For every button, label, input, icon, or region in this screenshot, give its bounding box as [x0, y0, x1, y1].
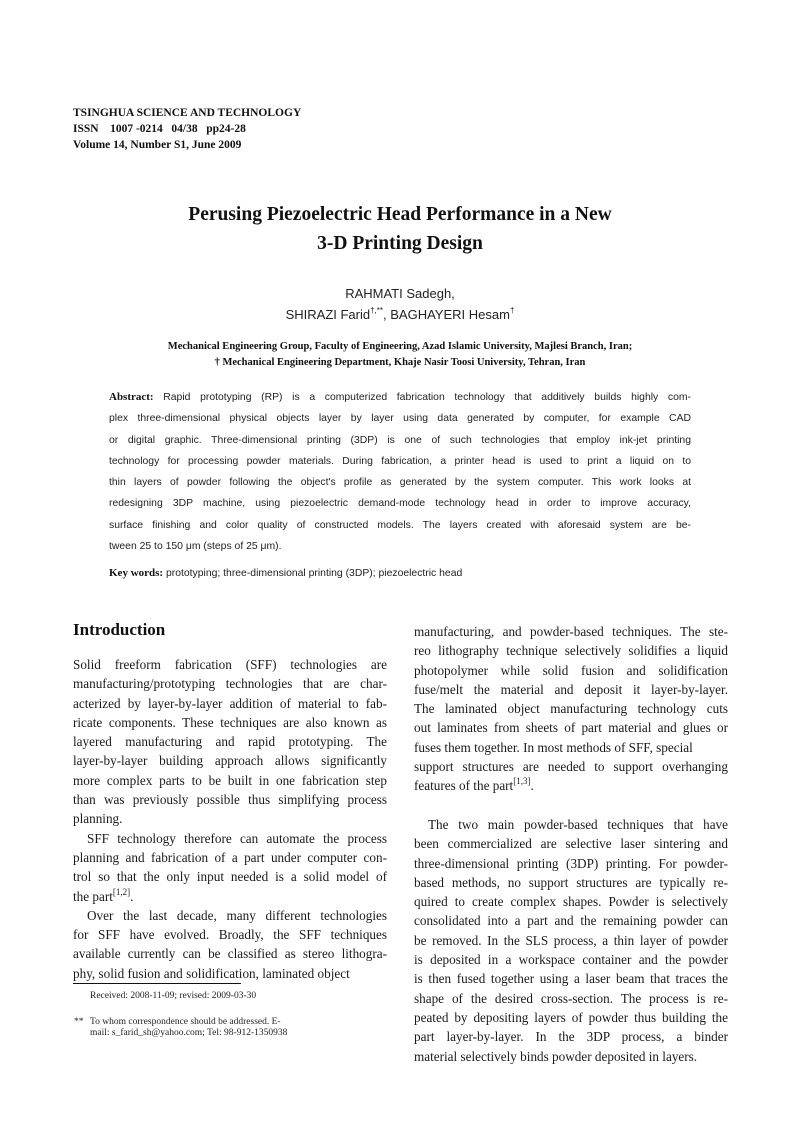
body-line: layer-by-layer building approach allows significantly: [73, 753, 387, 769]
keywords-label: Key words:: [109, 567, 164, 579]
journal-header: [73, 105, 301, 153]
journal-volume: Volume 14, Number S1, June 2009: [73, 139, 242, 151]
body-line: planning.: [73, 811, 123, 827]
body-line: trol so that the only input needed is a solid model of: [73, 869, 387, 885]
body-line: SFF technology therefore can automate the process: [87, 830, 387, 846]
body-line: three-dimensional printing (3DP) printing. For powder-: [414, 855, 728, 871]
body-line: The two main powder-based techniques that have: [428, 816, 728, 832]
body-line: be removed. In the SLS process, a thin layer of powder: [414, 932, 728, 948]
body-line: Solid freeform fabrication (SFF) technologies are: [73, 657, 387, 672]
body-line: manufacturing, and powder-based techniques. The ste-: [414, 624, 728, 639]
body-line: fuse/melt the material and deposit it layer-by-layer.: [414, 681, 728, 697]
abstract-line: technology for processing powder materials. During fabrication, a printer head is used to print a liquid on to: [109, 455, 691, 467]
body-line: out laminates from sheets of part material and glues or: [414, 720, 728, 736]
body-line: consolidated into a part and the remaining powder can: [414, 913, 728, 929]
body-line: support structures are needed to support overhanging: [414, 759, 728, 775]
author-1: RAHMATI Sadegh,: [345, 286, 455, 301]
journal-name: TSINGHUA SCIENCE AND TECHNOLOGY: [73, 107, 302, 119]
body-line: features of the part[1,3].: [414, 776, 534, 794]
abstract-line: Abstract: Rapid prototyping (RP) is a computerized fabrication technology that additively builds highly com-: [109, 391, 691, 403]
title-line-1: Perusing Piezoelectric Head Performance in a New: [188, 204, 612, 225]
body-line: the part[1,2].: [73, 886, 134, 904]
abstract-line: surface finishing and color quality of constructed models. The layers created with aforesaid system are be-: [109, 519, 691, 531]
abstract-line: redesigning 3DP machine, using piezoelectric demand-mode technology head in order to improve accuracy,: [109, 498, 691, 510]
body-line: is then fused together using a laser beam that traces the: [414, 971, 728, 987]
body-line: manufacturing/prototyping technologies that are char-: [73, 676, 387, 692]
body-line: quired to create complex shapes. Powder is selectively: [414, 894, 728, 910]
title-line-2: 3-D Printing Design: [317, 233, 483, 254]
paper-title: [0, 200, 800, 258]
author-separator: ,: [383, 307, 391, 322]
footnote-correspondence: [74, 1017, 287, 1039]
footnote-corr-line-2: mail: s_farid_sh@yahoo.com; Tel: 98-912-1350938: [90, 1028, 288, 1038]
body-line: phy, solid fusion and solidification, laminated object: [73, 965, 350, 981]
body-line: material selectively binds powder deposited in layers.: [414, 1048, 698, 1064]
abstract-line: thin layers of powder following the object's profile as generated by the system computer. This work looks at: [109, 477, 691, 489]
abstract: [109, 387, 691, 557]
body-line: planning and fabrication of a part under computer con-: [73, 849, 387, 865]
body-line: for SFF have evolved. Broadly, the SFF techniques: [73, 927, 387, 943]
author-3: BAGHAYERI Hesam: [390, 307, 510, 322]
body-line: reo lithography technique selectively solidifies a liquid: [414, 643, 728, 659]
body-column-left: [73, 655, 387, 983]
footnote-corr-line-1: To whom correspondence should be addressed. E-: [90, 1017, 281, 1027]
abstract-label: Abstract:: [109, 391, 154, 403]
body-line: shape of the desired cross-section. The process is re-: [414, 990, 728, 1006]
paragraph-gap: [414, 796, 728, 815]
section-heading-introduction: Introduction: [73, 620, 166, 639]
body-line: been commercialized are selective laser sintering and: [414, 836, 728, 852]
authors-line-2: [0, 304, 800, 325]
body-line: available currently can be classified as stereo lithogra-: [73, 946, 387, 962]
abstract-line: plex three-dimensional physical objects layer by layer using data generated by computer, for example CAD: [109, 413, 691, 425]
affiliations: [0, 339, 800, 371]
keywords: [109, 565, 462, 582]
body-column-right: [414, 622, 728, 1066]
abstract-line: tween 25 to 150 μm (steps of 25 μm).: [109, 541, 282, 553]
author-2-marks: †,**: [370, 306, 384, 315]
body-line: ricate components. These techniques are also known as: [73, 714, 387, 730]
body-line: more complex parts to be built in one fabrication step: [73, 772, 387, 788]
journal-issn: ISSN 1007 -0214 04/38 pp24-28: [73, 123, 246, 135]
footnote-received: Received: 2008-11-09; revised: 2009-03-30: [90, 991, 257, 1001]
body-line: layered manufacturing and rapid prototyping. The: [73, 734, 387, 750]
body-line: The laminated object manufacturing technology cuts: [414, 701, 728, 717]
author-2: SHIRAZI Farid: [285, 307, 371, 322]
affiliation-1: Mechanical Engineering Group, Faculty of Engineering, Azad Islamic University, Majlesi Branch, Iran;: [167, 341, 633, 352]
author-list: [0, 283, 800, 325]
citation: [1,2]: [112, 886, 131, 897]
footnote-mark: **: [74, 1017, 84, 1027]
body-line: than was previously possible thus simplifying process: [73, 792, 387, 808]
body-line: peated by depositing layers of powder thus building the: [414, 1009, 728, 1025]
body-line: photopolymer while solid fusion and solidification: [414, 662, 728, 678]
citation: [1,3]: [513, 776, 531, 787]
affiliation-2: † Mechanical Engineering Department, Khaje Nasir Toosi University, Tehran, Iran: [214, 357, 586, 368]
body-line: acterized by layer-by-layer addition of material to fab-: [73, 695, 387, 711]
body-line: part layer-by-layer. In the 3DP process, a binder: [414, 1029, 728, 1045]
keywords-text: prototyping; three-dimensional printing (3DP); piezoelectric head: [163, 568, 463, 579]
abstract-line: or digital graphic. Three-dimensional printing (3DP) is one of such technologies that employ ink-jet printing: [109, 434, 691, 446]
footnote-divider: [73, 983, 241, 984]
body-line: Over the last decade, many different technologies: [87, 907, 387, 923]
body-line: based methods, no support structures are typically re-: [414, 874, 728, 890]
body-line: is deposited in a workspace container and the powder: [414, 952, 728, 968]
author-3-marks: †: [509, 306, 515, 315]
body-line: fuses them together. In most methods of SFF, special: [414, 739, 693, 755]
